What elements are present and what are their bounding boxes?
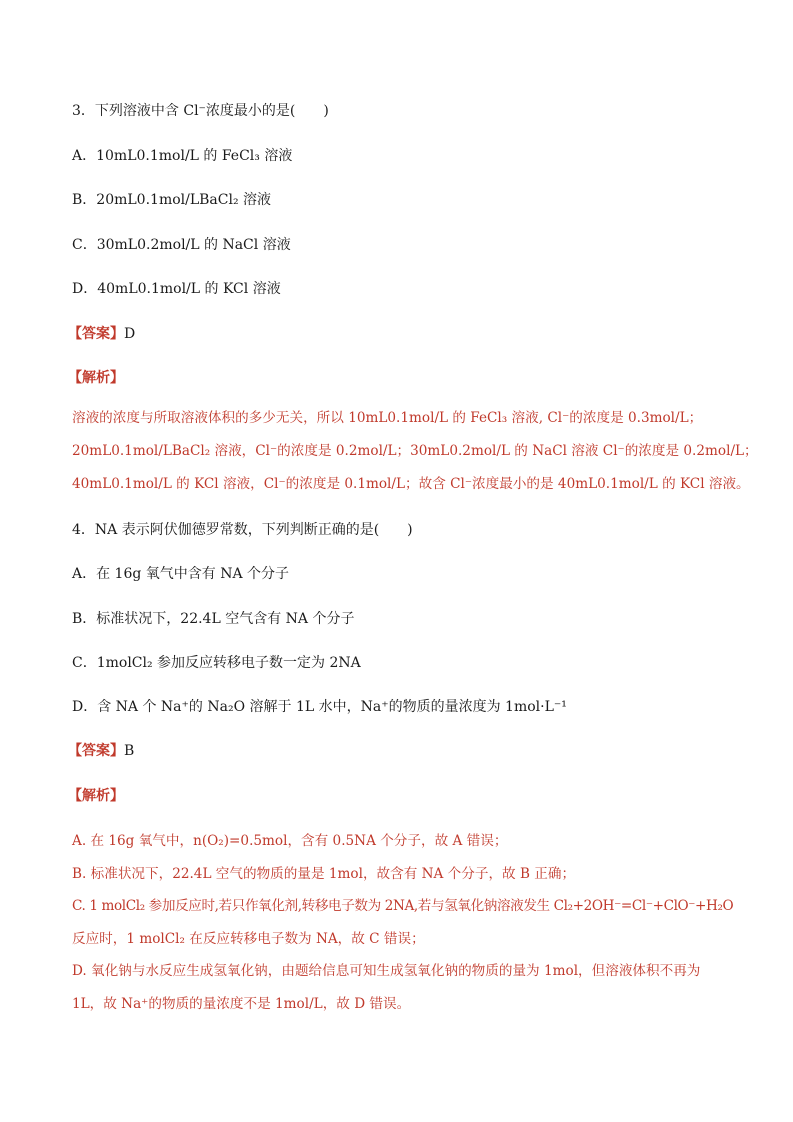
q4-answer xyxy=(68,742,134,760)
q3-analysis-text xyxy=(72,402,758,501)
q4-option-a: A．在 16g 氧气中含有 NA 个分子 xyxy=(72,566,290,582)
q4-analysis-line: C. 1 molCl₂ 参加反应时,若只作氧化剂,转移电子数为 2NA,若与氢氧化钠溶液发生 Cl₂+2OH⁻=Cl⁻+ClO⁻+H₂O xyxy=(72,898,734,914)
q4-option-d: D．含 NA 个 Na⁺的 Na₂O 溶解于 1L 水中，Na⁺的物质的量浓度为 1mol·L⁻¹ xyxy=(72,699,567,715)
q4-analysis-label: 【解析】 xyxy=(68,788,124,804)
q4-analysis-text xyxy=(72,825,734,1020)
q3-option-b: B．20mL0.1mol/LBaCl₂ 溶液 xyxy=(72,192,272,208)
q4-analysis-line: B. 标准状况下，22.4L 空气的物质的量是 1mol，故含有 NA 个分子，故 B 正确； xyxy=(72,865,576,882)
q3-answer-value: D xyxy=(124,326,136,342)
q3-analysis-line: 溶液的浓度与所取溶液体积的多少无关，所以 10mL0.1mol/L 的 FeCl₃ 溶液, Cl⁻的浓度是 0.3mol/L； xyxy=(72,410,703,426)
q3-option-a: A．10mL0.1mol/L 的 FeCl₃ 溶液 xyxy=(72,148,293,164)
q3-answer xyxy=(68,325,135,343)
q4-analysis-line: 1L，故 Na⁺的物质的量浓度不是 1mol/L，故 D 错误。 xyxy=(72,995,411,1012)
q3-analysis-label: 【解析】 xyxy=(68,370,124,386)
q3-answer-label: 【答案】 xyxy=(68,326,124,342)
q4-option-b: B．标准状况下，22.4L 空气含有 NA 个分子 xyxy=(72,611,355,627)
q3-analysis-line: 20mL0.1mol/LBaCl₂ 溶液，Cl⁻的浓度是 0.2mol/L；30mL0.2mol/L 的 NaCl 溶液 Cl⁻的浓度是 0.2mol/L； xyxy=(72,443,758,459)
q4-answer-value: B xyxy=(124,743,135,759)
q4-analysis-line: D. 氧化钠与水反应生成氢氧化钠，由题给信息可知生成氢氧化钠的物质的量为 1mol，但溶液体积不再为 xyxy=(72,963,701,979)
q3-option-d: D．40mL0.1mol/L 的 KCl 溶液 xyxy=(72,281,281,297)
q4-analysis-line: A. 在 16g 氧气中，n(O₂)=0.5mol，含有 0.5NA 个分子，故 A 错误； xyxy=(72,833,508,849)
q3-stem: 3．下列溶液中含 Cl⁻浓度最小的是( ) xyxy=(72,103,329,119)
q3-analysis-line: 40mL0.1mol/L 的 KCl 溶液，Cl⁻的浓度是 0.1mol/L；故含 Cl⁻浓度最小的是 40mL0.1mol/L 的 KCl 溶液。 xyxy=(72,476,750,492)
q4-analysis-line: 反应时，1 molCl₂ 在反应转移电子数为 NA，故 C 错误； xyxy=(72,930,425,947)
q3-option-c: C．30mL0.2mol/L 的 NaCl 溶液 xyxy=(72,237,291,253)
q4-answer-label: 【答案】 xyxy=(68,743,124,759)
q4-option-c: C．1molCl₂ 参加反应转移电子数一定为 2NA xyxy=(72,655,361,671)
q4-stem: 4．NA 表示阿伏伽德罗常数，下列判断正确的是( ) xyxy=(72,522,413,538)
